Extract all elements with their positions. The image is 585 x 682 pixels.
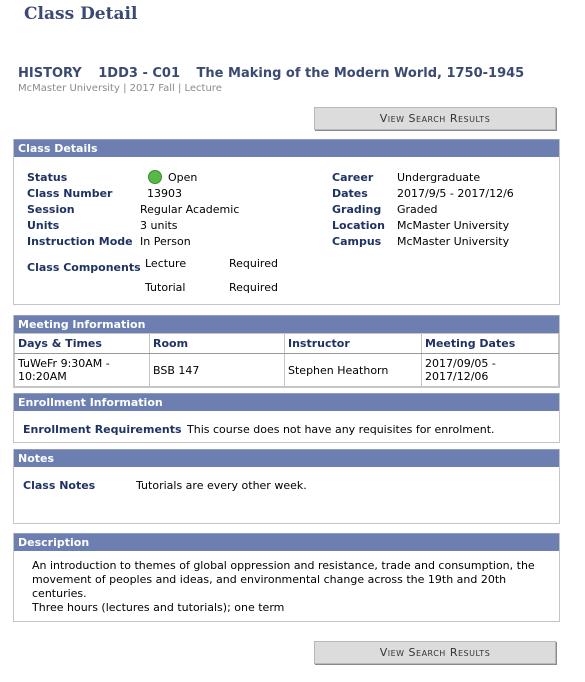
days-times-cell	[15, 354, 150, 387]
view-search-results-button-top[interactable]: View Search Results	[314, 107, 556, 130]
session-label: Session	[27, 203, 75, 216]
notes-panel	[13, 449, 560, 524]
view-search-results-button-bottom[interactable]: View Search Results	[314, 641, 556, 664]
enrollment-requirements-label: Enrollment Requirements	[23, 423, 182, 436]
meeting-table	[14, 333, 559, 387]
instruction-mode-label: Instruction Mode	[27, 235, 133, 248]
description-hours: Three hours (lectures and tutorials); one term	[32, 601, 285, 614]
open-status-icon	[148, 170, 162, 184]
location-label: Location	[332, 219, 385, 232]
room-cell: BSB 147	[150, 354, 285, 387]
class-components-label: Class Components	[27, 261, 141, 274]
description-paragraph: An introduction to themes of global oppression and resistance, trade and consumption, the movement of peoples and ideas, and environmental change across the 19th and 20th centuries.	[32, 559, 535, 600]
table-row	[15, 354, 559, 387]
col-room: Room	[150, 334, 285, 354]
component-type: Lecture	[145, 257, 187, 270]
career-label: Career	[332, 171, 374, 184]
session-value: Regular Academic	[140, 203, 240, 216]
campus-label: Campus	[332, 235, 382, 248]
course-subject: HISTORY	[18, 66, 82, 81]
class-notes-value: Tutorials are every other week.	[136, 479, 307, 492]
notes-header: Notes	[14, 449, 559, 467]
class-notes-label: Class Notes	[23, 479, 96, 492]
status-value: Open	[168, 171, 198, 184]
class-number-label: Class Number	[27, 187, 113, 200]
class-number-value: 13903	[147, 187, 182, 200]
campus-value: McMaster University	[397, 235, 510, 248]
course-header	[18, 66, 536, 81]
course-subtitle: McMaster University | 2017 Fall | Lecture	[18, 83, 222, 94]
instruction-mode-value: In Person	[140, 235, 191, 248]
component-type: Tutorial	[145, 281, 186, 294]
component-requirement: Required	[229, 257, 278, 270]
class-details-panel	[13, 139, 560, 305]
class-details-header: Class Details	[14, 139, 559, 157]
course-name: The Making of the Modern World, 1750-1945	[196, 66, 525, 81]
dates-label: Dates	[332, 187, 368, 200]
dates-value: 2017/9/5 - 2017/12/6	[397, 187, 514, 200]
days-times-line: TuWeFr 9:30AM -	[18, 357, 110, 370]
career-value: Undergraduate	[397, 171, 481, 184]
description-header: Description	[14, 533, 559, 551]
enrollment-information-header: Enrollment Information	[14, 393, 559, 411]
grading-label: Grading	[332, 203, 382, 216]
meeting-information-header: Meeting Information	[14, 315, 559, 333]
instructor-cell: Stephen Heathorn	[285, 354, 422, 387]
course-catalog: 1DD3 - C01	[98, 66, 181, 81]
description-text	[32, 559, 547, 615]
meeting-table-header-row	[15, 334, 559, 354]
enrollment-information-panel	[13, 393, 560, 443]
page-title: Class Detail	[24, 4, 138, 24]
enrollment-requirements-value: This course does not have any requisites for enrolment.	[187, 423, 495, 436]
units-value: 3 units	[140, 219, 178, 232]
component-requirement: Required	[229, 281, 278, 294]
location-value: McMaster University	[397, 219, 510, 232]
units-label: Units	[27, 219, 60, 232]
col-instructor: Instructor	[285, 334, 422, 354]
meeting-information-panel	[13, 315, 560, 388]
meeting-dates-line: 2017/09/05 -	[425, 357, 496, 370]
meeting-dates-cell	[422, 354, 559, 387]
status-label: Status	[27, 171, 68, 184]
description-panel	[13, 533, 560, 622]
meeting-dates-line: 2017/12/06	[425, 370, 489, 383]
grading-value: Graded	[397, 203, 438, 216]
col-days-times: Days & Times	[15, 334, 150, 354]
col-meeting-dates: Meeting Dates	[422, 334, 559, 354]
days-times-line: 10:20AM	[18, 370, 67, 383]
